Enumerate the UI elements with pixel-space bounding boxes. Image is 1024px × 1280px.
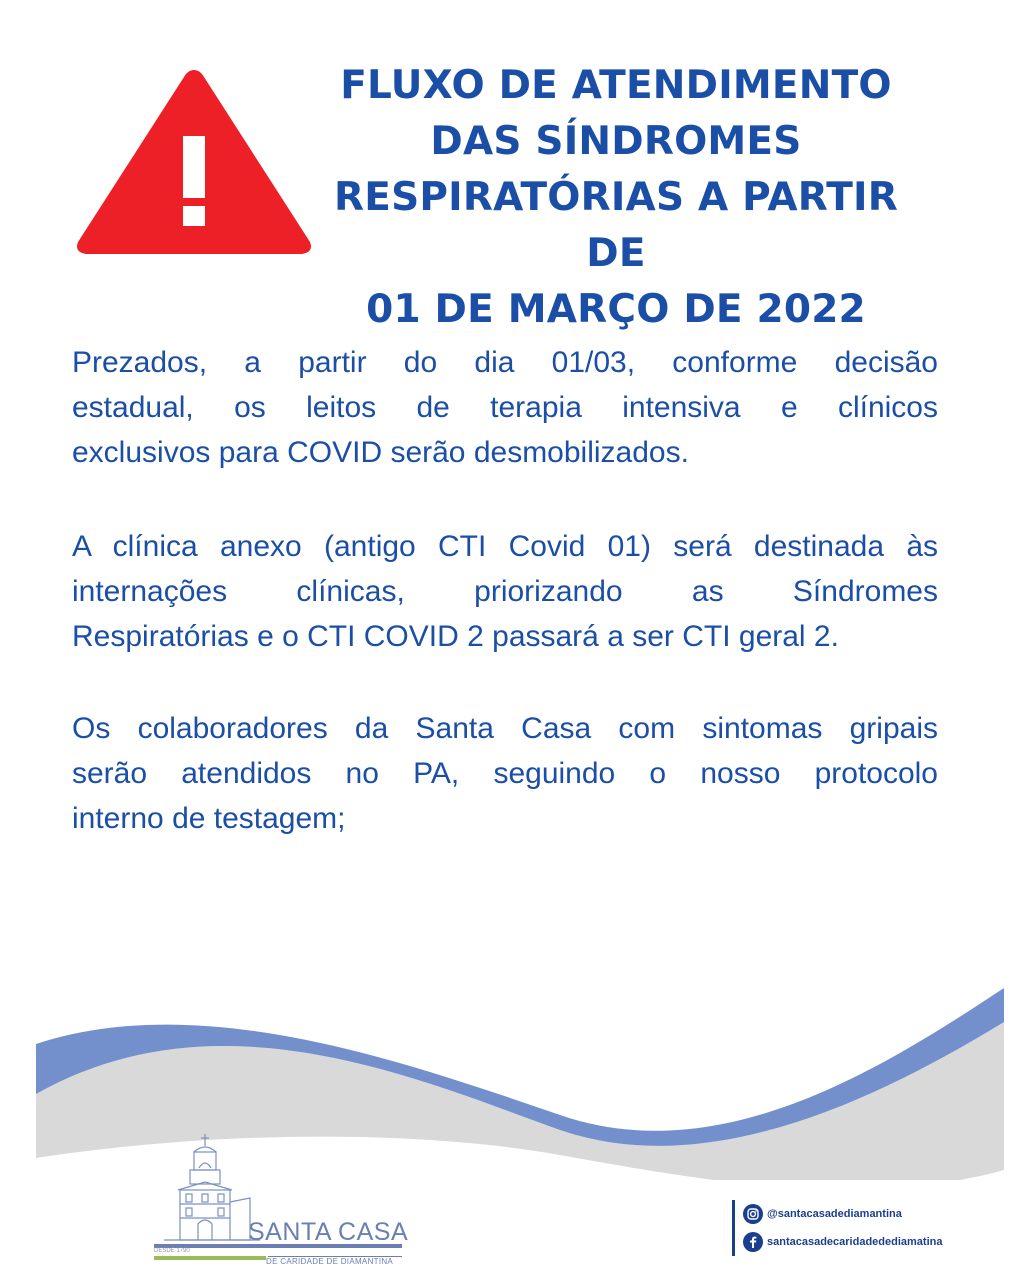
instagram-link[interactable] [743,1200,942,1228]
logo-name: SANTA CASA [248,1218,409,1246]
facebook-link[interactable] [743,1228,942,1256]
title-line: 01 DE MARÇO DE 2022 [366,287,866,332]
paragraph-line: exclusivos para COVID serão desmobilizados. [72,436,689,469]
paragraph-staff [72,706,938,841]
instagram-icon [743,1204,763,1224]
title-line: RESPIRATÓRIAS A PARTIR DE [334,175,898,276]
paragraph-decision [72,340,938,475]
paragraph-line: interno de testagem; [72,802,346,835]
paragraph-line: Prezados, a partir do dia 01/03, conforme decisão [72,346,938,379]
page-title [300,58,932,338]
paragraph-line: Respiratórias e o CTI COVID 2 passará a ser CTI geral 2. [72,620,839,653]
instagram-handle: @santacasadediamantina [767,1208,902,1220]
facebook-handle: santacasadecaridadedediamatina [767,1236,943,1248]
paragraph-line: A clínica anexo (antigo CTI Covid 01) será destinada às [72,530,938,563]
paragraph-clinic [72,524,938,659]
social-links [732,1200,942,1256]
logo-subtitle: DE CARIDADE DE DIAMANTINA [266,1257,394,1266]
facebook-icon [743,1232,763,1252]
warning-triangle-icon [72,64,316,258]
title-line: FLUXO DE ATENDIMENTO [340,63,892,108]
title-line: DAS SÍNDROMES [430,119,802,164]
paragraph-line: estadual, os leitos de terapia intensiva e clínicos [72,391,938,424]
paragraph-line: Os colaboradores da Santa Casa com sintomas gripais [72,712,938,745]
logo-since: DESDE 1790 [154,1248,190,1254]
paragraph-line: internações clínicas, priorizando as Síndromes [72,575,938,608]
paragraph-line: serão atendidos no PA, seguindo o nosso protocolo [72,757,938,790]
